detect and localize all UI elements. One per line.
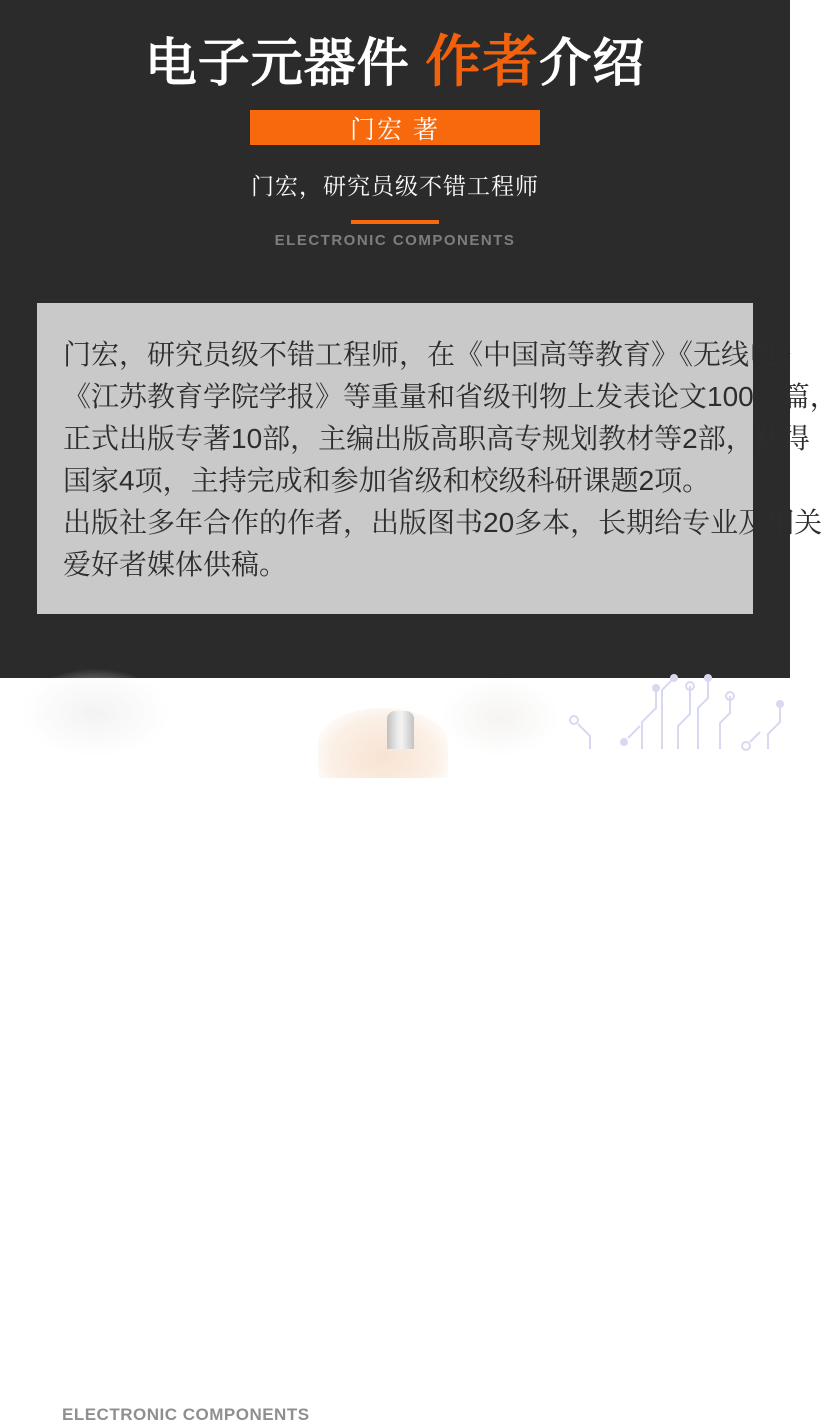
author-bio-panel bbox=[37, 303, 838, 614]
author-name-banner bbox=[250, 110, 540, 145]
orange-divider bbox=[351, 220, 439, 224]
hero-section bbox=[0, 0, 838, 678]
page-title-highlight: 作者 bbox=[425, 30, 540, 93]
footer-tagline: ELECTRONIC COMPONENTS bbox=[62, 1405, 310, 1424]
bio-line: 门宏，研究员级不错工程师，在《中国高等教育》《无线电》 bbox=[63, 339, 806, 370]
bio-line: 国家4项，主持完成和参加省级和校级科研课题2项。 bbox=[63, 465, 711, 496]
bio-line: 出版社多年合作的作者，出版图书20多本，长期给专业及相关 bbox=[63, 507, 823, 538]
bio-line: 爱好者媒体供稿。 bbox=[63, 549, 288, 580]
page-title bbox=[0, 30, 790, 96]
author-subtitle: 门宏，研究员级不错工程师 bbox=[251, 173, 539, 199]
circuit-traces-icon bbox=[530, 678, 790, 749]
blurred-photo-background bbox=[20, 668, 170, 758]
author-name-label: 门宏 著 bbox=[350, 115, 440, 144]
hero-tagline: ELECTRONIC COMPONENTS bbox=[274, 232, 516, 249]
page-title-part2: 介绍 bbox=[539, 35, 646, 93]
footer-section bbox=[0, 678, 790, 1424]
hand-photo-blur bbox=[318, 708, 448, 778]
page-title-part1: 电子元器件 bbox=[144, 35, 426, 93]
capacitor-photo bbox=[387, 711, 414, 749]
bio-line: 《江苏教育学院学报》等重量和省级刊物上发表论文100多篇， bbox=[63, 381, 838, 412]
bio-line: 正式出版专著10部，主编出版高职高专规划教材等2部，获得 bbox=[63, 423, 810, 454]
